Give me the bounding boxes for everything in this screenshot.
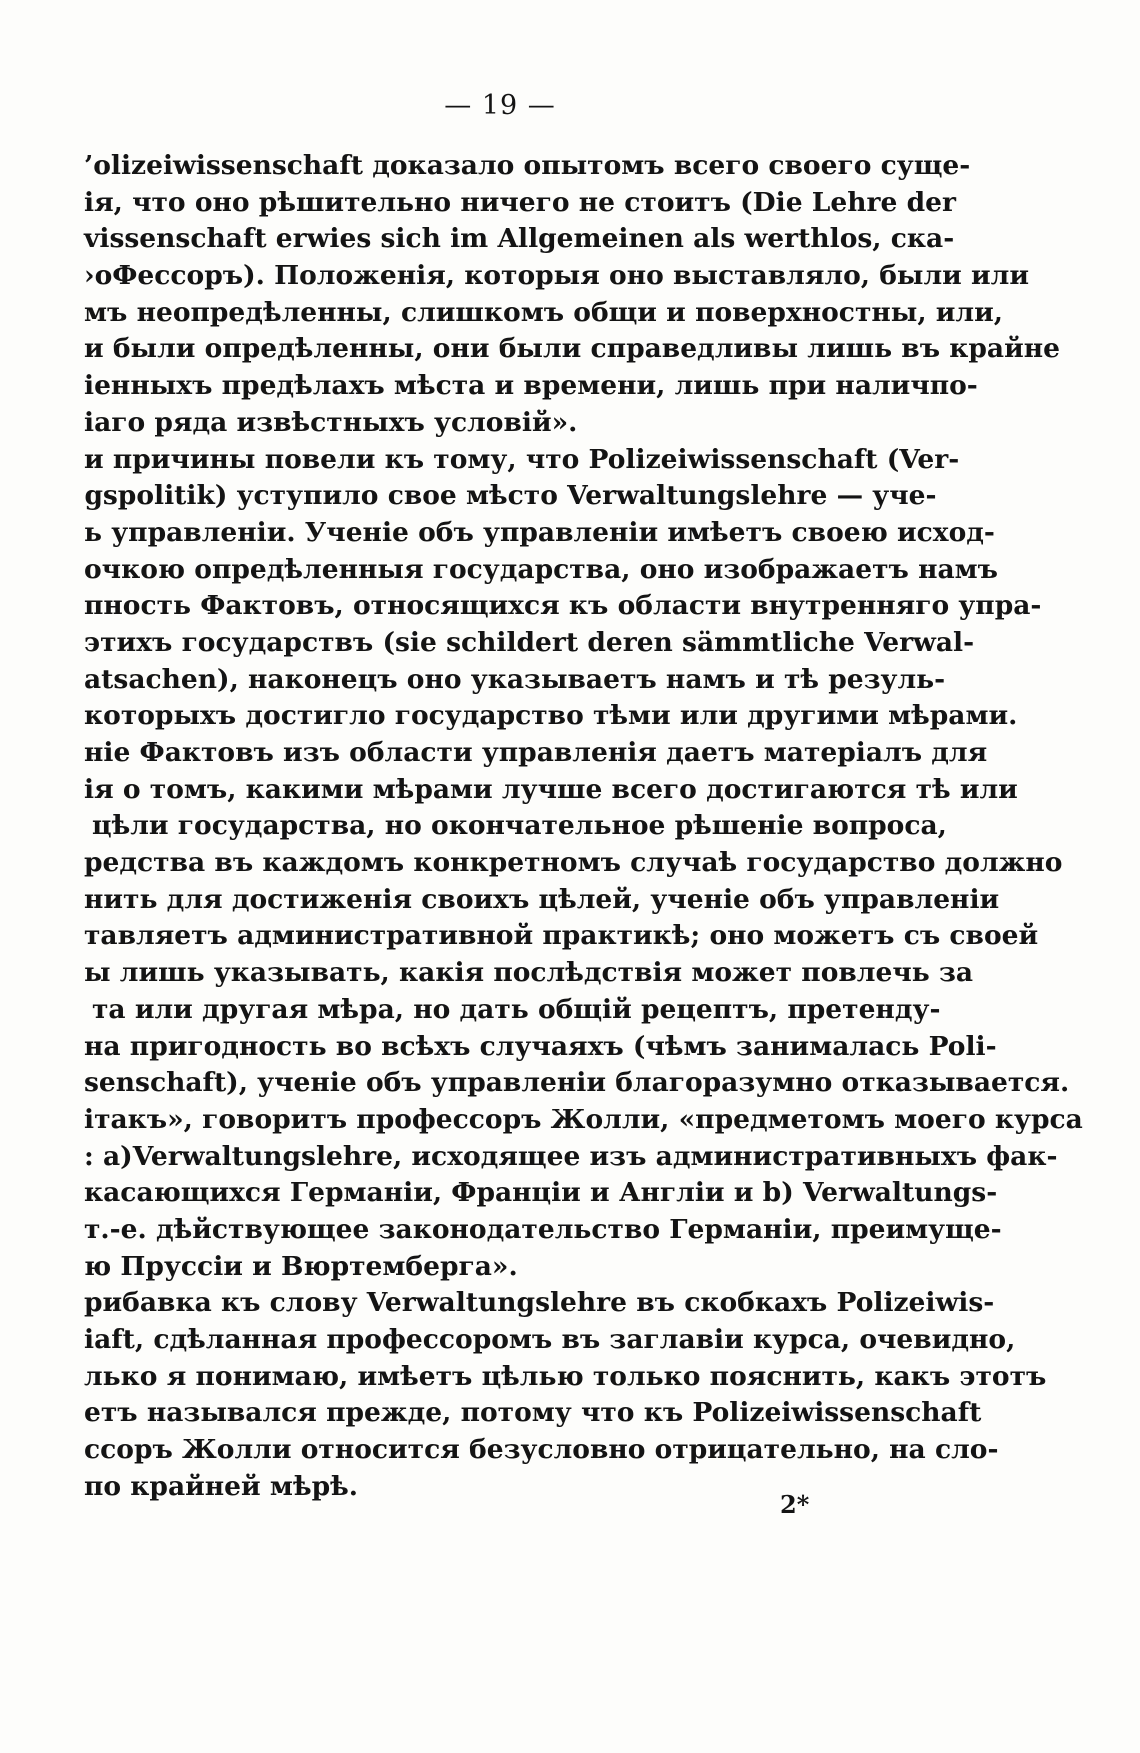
text-line: касающихся Германіи, Франціи и Англіи и b) Verwaltungs- bbox=[84, 1177, 998, 1209]
text-line: ցsрolitik) уступило свое мѣсто Verwaltungslehre — уче- bbox=[84, 480, 937, 512]
text-line: и причины повели къ тому, что Polizeiwissenschaft (Ver- bbox=[84, 443, 960, 475]
text-line: ніе Фактовъ изъ области управленія даетъ матеріалъ для bbox=[84, 737, 988, 768]
text-line: рибавка къ слову Verwaltungslehre въ скобкахъ Polizeiwis- bbox=[84, 1287, 995, 1319]
text-line: ’olizeiwissenschaft доказало опытомъ всего своего суще- bbox=[84, 150, 971, 181]
text-line: vissenschaft erwies sich im Allgemeinen als werthlos, ска- bbox=[84, 223, 955, 255]
text-line: редства въ каждомъ конкретномъ случаѣ государство должно bbox=[84, 847, 1063, 879]
text-line: этихъ государствъ (sie schildert deren sämmtliche Verwal- bbox=[84, 626, 975, 658]
text-line: т.-е. дѣйствующее законодательство Германіи, преимуще- bbox=[84, 1213, 1002, 1245]
text-line: и были опредѣленны, они были справедливы лишь въ крайне bbox=[84, 333, 1061, 365]
text-line: ссоръ Жолли относится безусловно отрицательно, на сло- bbox=[84, 1434, 999, 1466]
text-line: іенныхъ предѣлахъ мѣста и времени, лишь при наличпо- bbox=[84, 370, 978, 402]
text-line: ю Пруссіи и Вюртемберга». bbox=[84, 1250, 518, 1282]
text-line: іaft, сдѣланная профессоромъ въ заглавіи курса, очевидно, bbox=[84, 1324, 1016, 1355]
text-line: лько я понимаю, имѣетъ цѣлью только пояснить, какъ этотъ bbox=[84, 1360, 1047, 1392]
text-line: ія о томъ, какими мѣрами лучше всего достигаются тѣ или bbox=[84, 773, 1018, 805]
text-line: ›оФессоръ). Положенія, которыя оно выставляло, были или bbox=[84, 260, 1030, 292]
text-line: ы лишь указывать, какія послѣдствія может повлечь за bbox=[84, 957, 974, 989]
text-line: етъ назывался прежде, потому что къ Polizeiwissenschaft bbox=[84, 1397, 982, 1429]
text-line: на пригодность во всѣхъ случаяхъ (чѣмъ занималась Poli- bbox=[84, 1030, 997, 1062]
text-line: цѣли государства, но окончательное рѣшеніе вопроса, bbox=[92, 810, 947, 842]
text-line: atsachen), наконецъ оно указываетъ намъ и тѣ резуль- bbox=[84, 663, 946, 695]
page-number: — 19 — bbox=[444, 90, 556, 121]
text-line: по крайней мѣрѣ. bbox=[84, 1470, 358, 1502]
text-line: ітакъ», говоритъ профессоръ Жолли, «предметомъ моего курса bbox=[84, 1103, 1083, 1135]
body-text bbox=[84, 148, 1083, 1505]
text-line: ія, что оно рѣшительно ничего не стоитъ (Die Lehre der bbox=[84, 186, 956, 218]
text-line: : a)Verwaltungslehre, исходящее изъ административныхъ фак- bbox=[84, 1140, 1058, 1172]
signature-mark: 2* bbox=[780, 1490, 810, 1519]
text-line: нить для достиженія своихъ цѣлей, ученіе объ управленіи bbox=[84, 883, 1000, 915]
text-line: пность Фактовъ, относящихся къ области внутренняго упра- bbox=[84, 590, 1042, 622]
text-line: ь управленіи. Ученіе объ управленіи имѣетъ своею исход- bbox=[84, 516, 995, 548]
text-line: очкою опредѣленныя государства, оно изображаетъ намъ bbox=[84, 553, 998, 585]
text-line: мъ неопредѣленны, слишкомъ общи и поверхностны, или, bbox=[84, 296, 1003, 328]
text-line: та или другая мѣра, но дать общій рецептъ, претенду- bbox=[92, 993, 941, 1025]
text-line: senschaft), ученіе объ управленіи благоразумно отказывается. bbox=[84, 1067, 1070, 1099]
text-line: іаго ряда извѣстныхъ условій». bbox=[84, 406, 578, 438]
text-line: тавляетъ административной практикѣ; оно можетъ съ своей bbox=[84, 920, 1039, 952]
text-line: которыхъ достигло государство тѣми или другими мѣрами. bbox=[84, 700, 1018, 732]
